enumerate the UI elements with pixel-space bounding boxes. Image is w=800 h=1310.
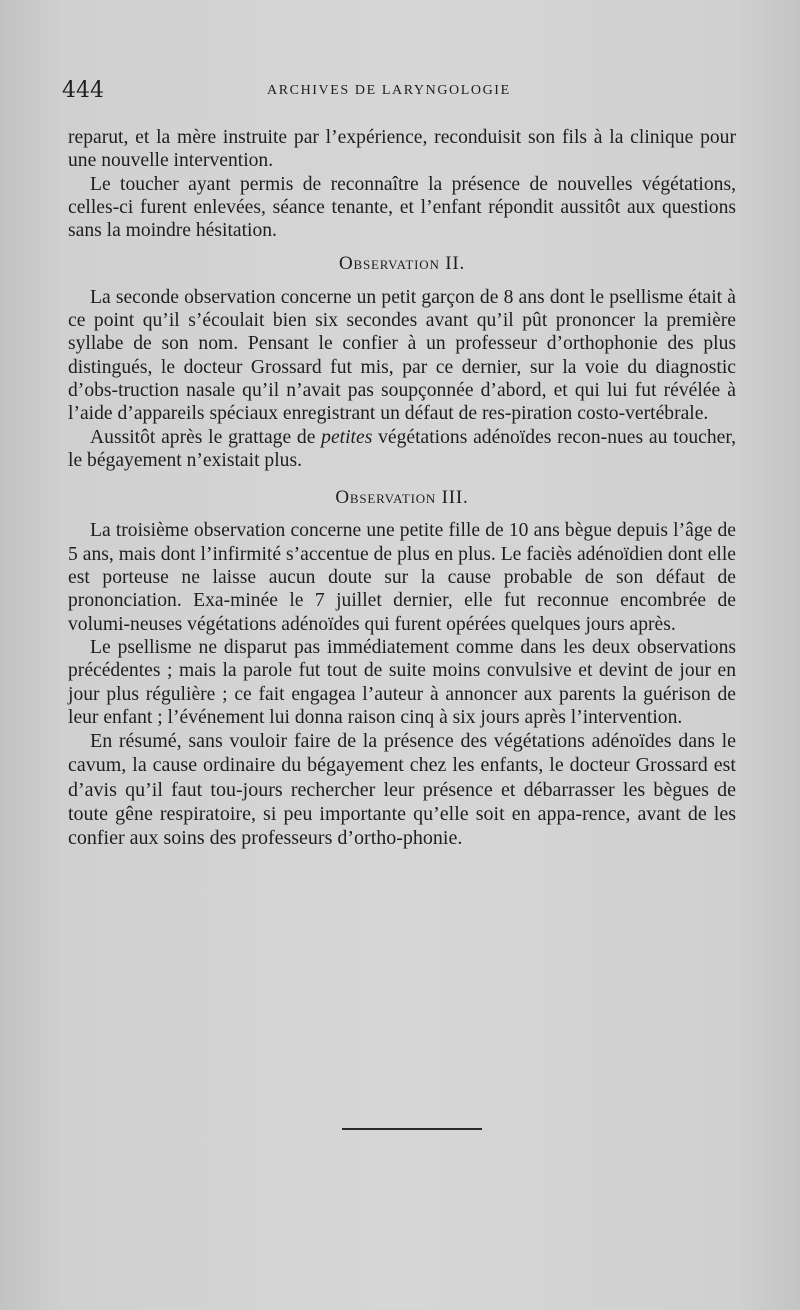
observation-ii-heading: Observation II. (338, 253, 466, 275)
paragraph-continuation: reparut, et la mère instruite par l’expérience, reconduisit son fils à la clinique pour une nouvelle intervention. (68, 127, 736, 172)
paragraph-grattage (68, 426, 736, 473)
grattage-text-end: végétations adénoïdes recon-nues au toucher, le bégayement n’existait plus. (68, 426, 736, 471)
emphasis-petites: petites (321, 426, 373, 448)
observation-iii-heading: Observation III. (335, 487, 469, 509)
closing-rule (342, 1128, 482, 1130)
paragraph-psellisme: Le psellisme ne disparut pas immédiatement comme dans les deux observations précédentes ; mais la parole fut tout de suite moins convulsive et devint de jour en jour plus régulière ; ce fait engagea l’auteur à annoncer aux parents la guérison de leur enfant ; l’événement lui donna raison cinq à six jours après l’intervention. (68, 636, 736, 728)
running-head: ARCHIVES DE LARYNGOLOGIE (267, 83, 511, 98)
paragraph-summary: En résumé, sans vouloir faire de la présence des végétations adénoïdes dans le cavum, la cause ordinaire du bégayement chez les enfants, le docteur Grossard est d’avis qu’il faut tou-jours rechercher leur présence et débarrasser les bègues de toute gêne respiratoire, si peu importante qu’elle soit en appa-rence, avant de les confier aux soins des professeurs d’ortho-phonie. (68, 730, 736, 849)
body-text (68, 126, 736, 850)
paragraph-toucher: Le toucher ayant permis de reconnaître la présence de nouvelles végétations, celles-ci furent enlevées, séance tenante, et l’enfant répondit aussitôt aux questions sans la moindre hésitation. (68, 173, 736, 242)
page-header (62, 78, 752, 108)
paragraph-observation-ii: La seconde observation concerne un petit garçon de 8 ans dont le psellisme était à ce point qu’il s’écoulait bien six secondes avant qu’il pût prononcer la première syllabe de son nom. Pensant le confier à un professeur d’orthophonie des plus distingués, le docteur Grossard fut mis, par ce dernier, sur la voie du diagnostic d’obs-truction nasale qu’il n’avait pas soupçonnée d’abord, et qui lui fut révélée à l’aide d’appareils spéciaux enregistrant un défaut de res-piration costo-vertébrale. (68, 286, 736, 425)
paragraph-observation-iii: La troisième observation concerne une petite fille de 10 ans bègue depuis l’âge de 5 ans, mais dont l’infirmité s’accentue de plus en plus. Le faciès adénoïdien dont elle est porteuse ne laisse aucun doute sur la cause probable de son défaut de prononciation. Exa-minée le 7 juillet dernier, elle fut reconnue encombrée de volumi-neuses végétations adénoïdes qui furent opérées quelques jours après. (68, 520, 736, 635)
page-number: 444 (62, 78, 104, 103)
grattage-text-start: Aussitôt après le grattage de (90, 426, 322, 448)
